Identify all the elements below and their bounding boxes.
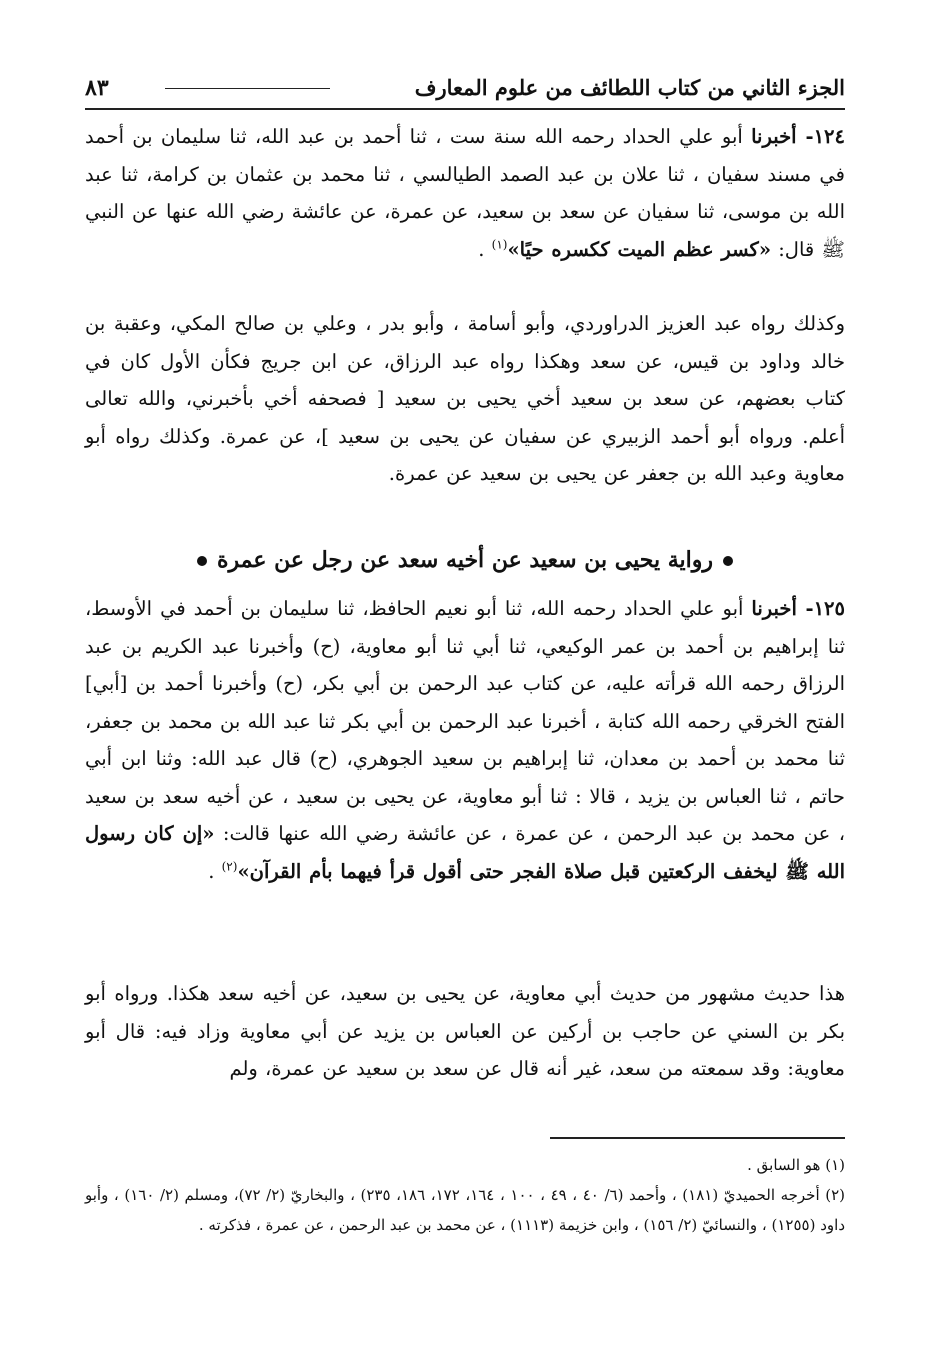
footnote-separator (550, 1137, 845, 1139)
isnad-125: أبو علي الحداد رحمه الله، ثنا أبو نعيم الحافظ، ثنا سليمان بن أحمد في الأوسط، ثنا إبراهيم بن أحمد بن عمر الوكيعي، ثنا أبي ثنا أبو معاوية، (ح) وأخبرنا عبد الكريم بن عبد الرزاق رحمه الله قرأته عليه، عن كتاب عبد الرحمن بن أبي بكر، (ح) وأخبرنا أحمد بن [أبي] الفتح الخرقي رحمه الله كتابة ، أخبرنا عبد الرحمن بن أبي بكر ثنا عبد الله بن محمد بن جعفر، ثنا محمد بن أحمد بن معدان، ثنا إبراهيم بن سعيد الجوهري، (ح) قال عبد الله: وثنا ابن أبي حاتم ، ثنا العباس بن يزيد ، قالا : ثنا أبو معاوية، عن يحيى بن سعيد ، عن أخيه سعد بن سعيد ، عن محمد بن عبد الرحمن ، عن عمرة ، عن عائشة رضي الله عنها قالت: (85, 597, 846, 845)
commentary-124: وكذلك رواه عبد العزيز الدراوردي، وأبو أسامة ، وأبو بدر ، وعلي بن صالح المكي، وعقبة بن خالد وداود بن قيس، عن سعد وهكذا رواه عبد الرزاق، عن ابن جريج فكأن الأول كان في كتاب بعضهم، عن سعد بن سعيد أخي يحيى بن سعيد [ فصحفه أخي بأخبرني، والله تعالى أعلم. ورواه أبو أحمد الزبيري عن سفيان عن يحيى بن سعيد ]، عن عمرة. وكذلك رواه أبو معاوية وعبد الله بن جعفر عن يحيى بن سعيد عن عمرة. (85, 312, 845, 485)
paragraph-125-commentary (85, 975, 845, 1088)
running-header (85, 72, 845, 110)
header-rule (165, 88, 330, 89)
isnad-124: أبو علي الحداد رحمه الله سنة ست ، ثنا أحمد بن عبد الله، ثنا سليمان بن أحمد في مسند سفيان ، ثنا علان بن عبد الصمد الطيالسي ، ثنا محمد بن عثمان بن كرامة، ثنا عبد الله بن موسى، ثنا سفيان عن سعد بن سعيد، عن عمرة، عن عائشة رضي الله عنها عن النبي ﷺ قال: (85, 125, 845, 261)
bullet-icon (197, 556, 207, 566)
footnote-1: (١) هو السابق . (747, 1156, 845, 1174)
footnote-ref-1: (١) (491, 237, 508, 251)
paragraph-125-end: . (208, 859, 222, 883)
hadith-number-124: ١٢٤- أخبرنا (751, 125, 845, 148)
paragraph-124-commentary (85, 305, 845, 493)
hadith-text-124: «كسر عظم الميت ككسره حيًا» (507, 237, 772, 261)
page-number: ٨٣ (85, 75, 109, 101)
paragraph-124 (85, 118, 845, 268)
hadith-text-125: «إن كان رسول الله ﷺ ليخفف الركعتين قبل صلاة الفجر حتى أقول قرأ فيهما بأم القرآن» (85, 822, 845, 883)
footnote-ref-2: (٢) (221, 859, 238, 873)
paragraph-125 (85, 590, 845, 890)
section-heading (85, 540, 845, 580)
bullet-icon (723, 556, 733, 566)
hadith-number-125: ١٢٥- أخبرنا (751, 597, 845, 620)
section-heading-text: رواية يحيى بن سعيد عن أخيه سعد عن رجل عن عمرة (216, 547, 714, 573)
footnote-2: (٢) أخرجه الحميديّ (١٨١) ، وأحمد (٦/ ٤٠ ، ٤٩ ، ١٠٠ ، ١٦٤، ١٧٢، ١٨٦، ٢٣٥) ، والبخاريّ (٢/ ٧٢)، ومسلم (٢/ ١٦٠) ، وأبو داود (١٢٥٥) ، والنسائيّ (٢/ ١٥٦) ، وابن خزيمة (١١١٣) ، عن محمد بن عبد الرحمن ، عن عمرة ، فذكرته . (85, 1186, 845, 1234)
commentary-125: هذا حديث مشهور من حديث أبي معاوية، عن يحيى بن سعيد، عن أخيه سعد هكذا. ورواه أبو بكر بن السني عن حاجب بن أركين عن العباس بن يزيد عن أبي معاوية وزاد فيه: قال أبو معاوية: وقد سمعته من سعد، غير أنه قال عن سعد بن سعيد عن عمرة، ولم (85, 982, 845, 1080)
running-header-title: الجزء الثاني من كتاب اللطائف من علوم المعارف (414, 75, 845, 100)
paragraph-124-end: . (478, 237, 492, 261)
footnotes (85, 1150, 845, 1240)
